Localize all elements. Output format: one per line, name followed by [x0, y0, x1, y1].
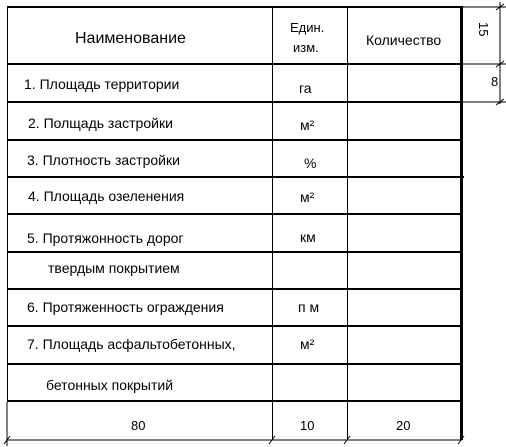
row-7-name: 7. Площадь асфальтобетонных, [27, 336, 236, 352]
header-unit-line1: Един. [290, 20, 325, 35]
dim-col-quantity: 20 [396, 418, 411, 433]
row-7-unit: м² [300, 336, 315, 352]
header-unit-line2: изм. [293, 40, 319, 55]
row-2-name: 2. Полщадь застройки [28, 115, 173, 131]
header-name: Наименование [75, 30, 186, 47]
row-5b-name: твердым покрытием [48, 260, 180, 276]
dim-col-name: 80 [131, 418, 146, 433]
row-7b-name: бетонных покрытий [46, 377, 174, 393]
dim-col-unit: 10 [300, 418, 315, 433]
dim-header-height: 15 [476, 22, 491, 37]
row-4-name: 4. Площадь озеленения [28, 188, 185, 204]
row-5-name: 5. Протяжонность дорог [27, 230, 184, 246]
row-2-unit: м² [300, 117, 315, 133]
row-5-unit: км [300, 229, 316, 245]
row-4-unit: м² [300, 189, 315, 205]
row-3-name: 3. Плотность застройки [27, 152, 180, 168]
row-3-unit: % [304, 155, 317, 171]
row-6-name: 6. Протяженность ограждения [27, 299, 224, 315]
row-1-name: 1. Площадь территории [24, 76, 180, 92]
dim-row-height: 8 [491, 74, 499, 89]
row-1-unit: га [299, 80, 312, 96]
row-6-unit: п м [298, 299, 320, 315]
header-quantity: Количество [366, 32, 442, 48]
